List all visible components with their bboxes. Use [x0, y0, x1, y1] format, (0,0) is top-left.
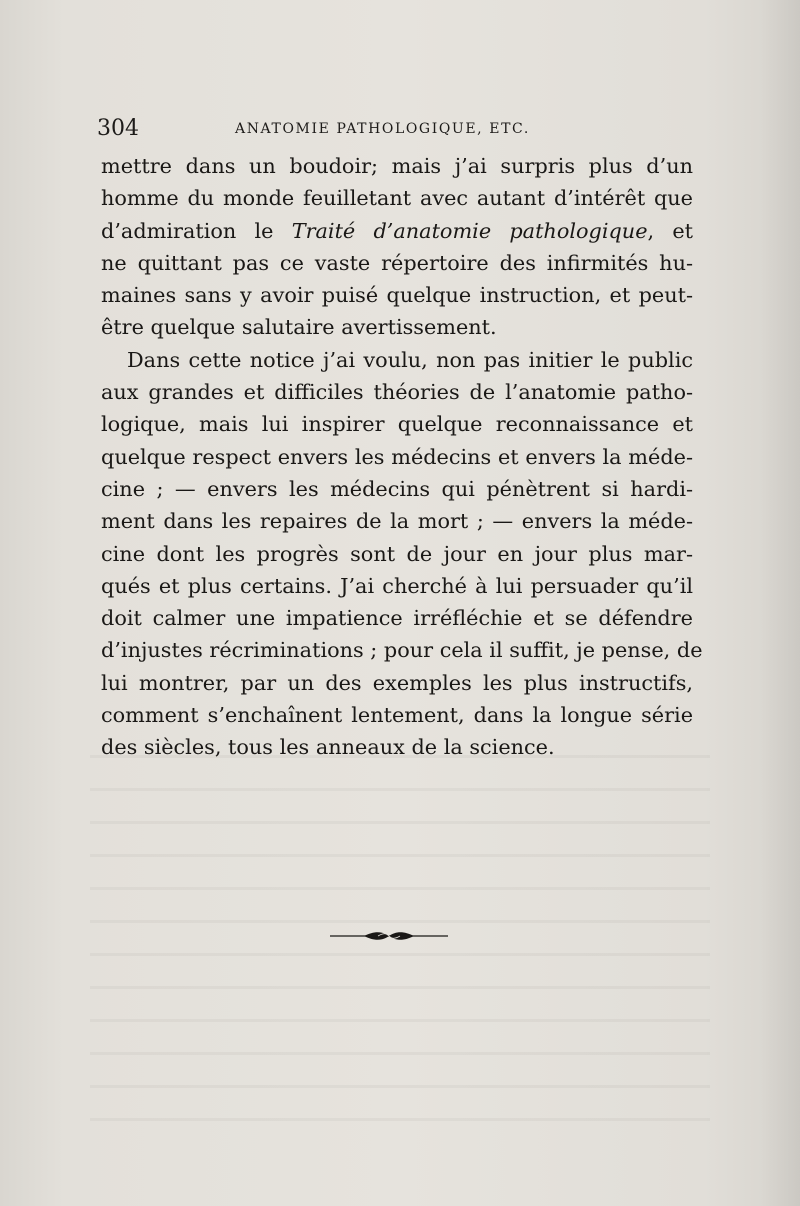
- text-run: maines sans y avoir puisé quelque instruction, et peut-: [101, 283, 693, 308]
- text-run: cine dont les progrès sont de jour en jour plus mar-: [101, 541, 693, 566]
- text-line: [101, 215, 693, 247]
- text-line: [101, 408, 693, 440]
- text-run: des siècles, tous les anneaux de la science.: [101, 735, 555, 760]
- text-run: qués et plus certains. J’ai cherché à lui persuader qu’il: [101, 573, 693, 598]
- text-line: [101, 602, 693, 634]
- body-text: [101, 150, 703, 764]
- running-head: [97, 112, 697, 146]
- text-line: [101, 247, 693, 279]
- text-run: d’admiration le: [101, 218, 292, 243]
- running-title: ANATOMIE PATHOLOGIQUE, ETC.: [235, 121, 530, 137]
- text-line: [101, 376, 693, 408]
- text-run: comment s’enchaînent lentement, dans la longue série: [101, 703, 693, 728]
- page-number: 304: [97, 116, 139, 141]
- text-run: ne quittant pas ce vaste répertoire des infirmités hu-: [101, 250, 693, 275]
- text-line: [101, 311, 693, 343]
- text-line: [101, 699, 693, 731]
- text-run: cine ; — envers les médecins qui pénètrent si hardi-: [101, 476, 693, 501]
- text-run: logique, mais lui inspirer quelque reconnaissance et: [101, 412, 693, 437]
- text-line: [101, 667, 693, 699]
- text-line: [101, 570, 693, 602]
- text-run: d’injustes récriminations ; pour cela il suffit, je pense, de: [101, 638, 703, 663]
- book-title-italic: Traité d’anatomie pathologique: [291, 218, 648, 243]
- text-line: [101, 473, 693, 505]
- text-run: doit calmer une impatience irréfléchie et se défendre: [101, 606, 693, 631]
- text-run: Dans cette notice j’ai voulu, non pas initier le public: [127, 347, 693, 372]
- tailpiece-ornament-icon: [330, 926, 448, 946]
- text-line: [101, 538, 693, 570]
- text-line: [101, 731, 693, 763]
- text-run: aux grandes et difficiles théories de l’anatomie patho-: [101, 380, 693, 405]
- text-run: ment dans les repaires de la mort ; — envers la méde-: [101, 509, 693, 534]
- text-line: [101, 182, 693, 214]
- text-line: [101, 441, 693, 473]
- paragraph-1: [101, 150, 693, 344]
- text-line: [101, 344, 693, 376]
- text-run: lui montrer, par un des exemples les plus instructifs,: [101, 670, 693, 695]
- page-gutter-shadow: [760, 0, 800, 1206]
- text-run: mettre dans un boudoir; mais j’ai surpris plus d’un: [101, 154, 693, 178]
- paragraph-2: [101, 344, 703, 764]
- text-run: homme du monde feuilletant avec autant d’intérêt que: [101, 186, 693, 211]
- text-run: être quelque salutaire avertissement.: [101, 315, 497, 340]
- text-run: , et: [647, 218, 694, 243]
- text-run: quelque respect envers les médecins et envers la méde-: [101, 444, 693, 469]
- text-line: [101, 505, 693, 537]
- text-line: [101, 150, 693, 182]
- text-line: [101, 634, 703, 666]
- text-line: [101, 279, 693, 311]
